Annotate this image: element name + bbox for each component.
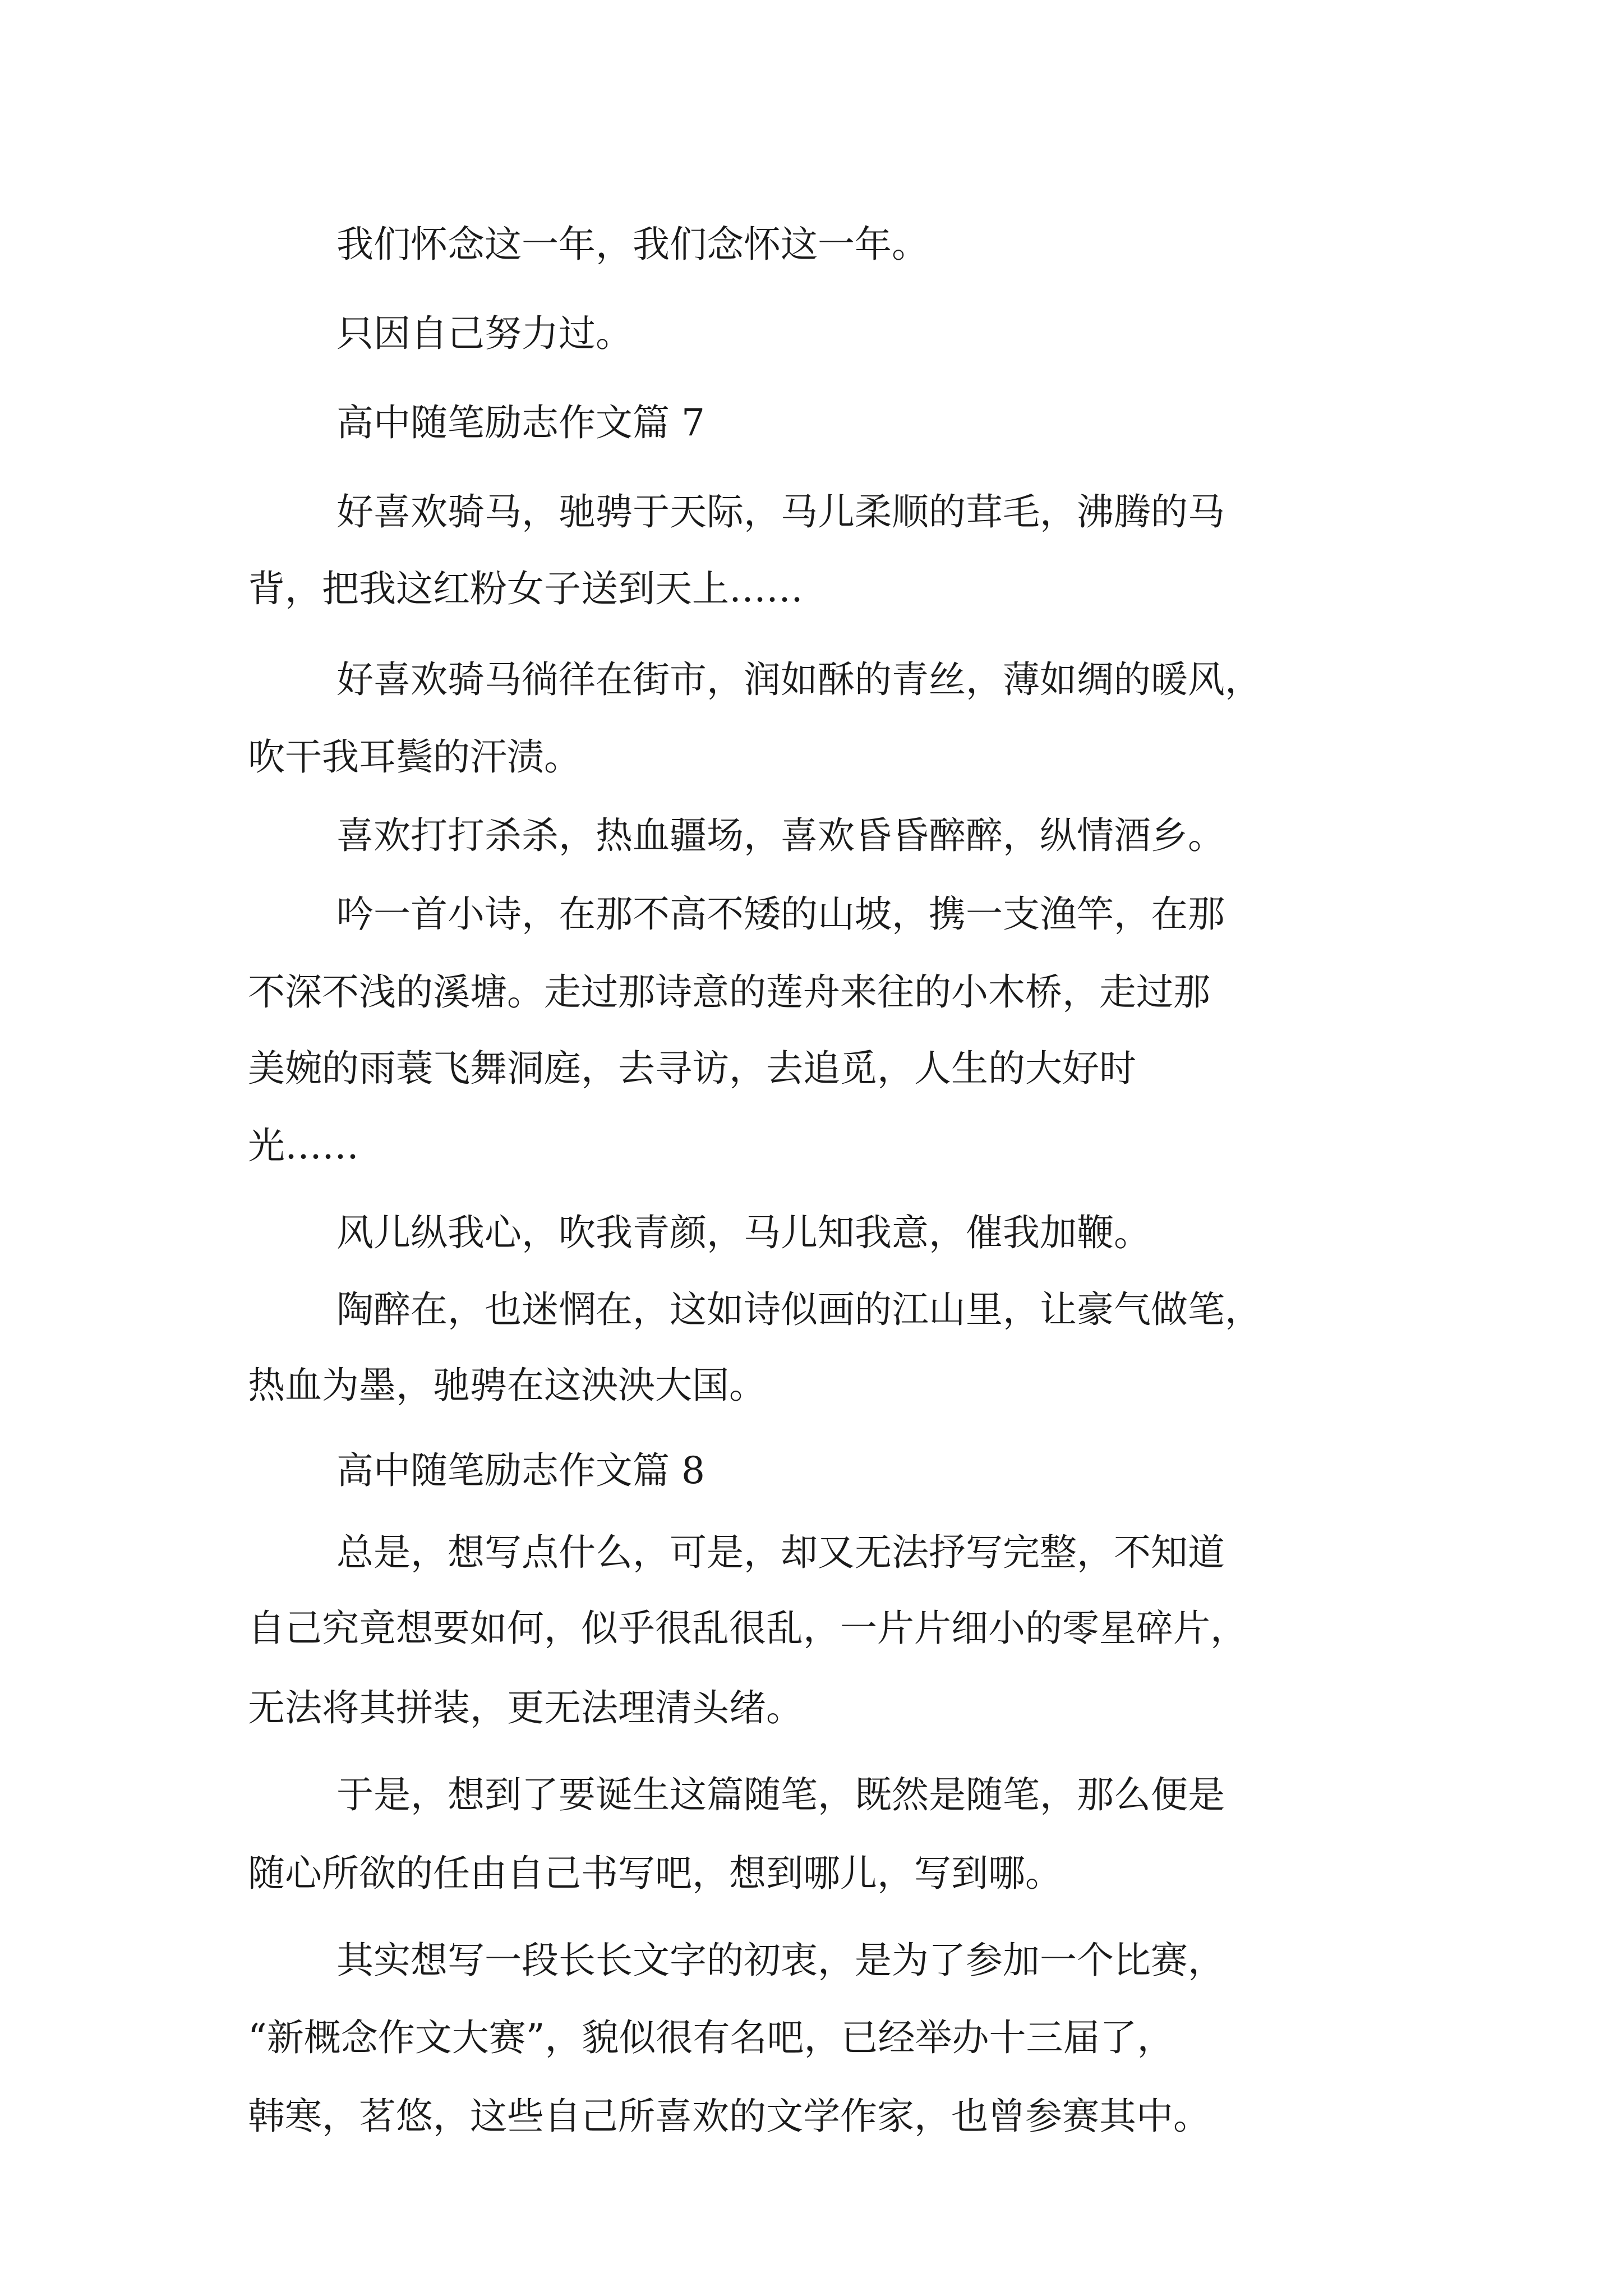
section-heading: 高中随笔励志作文篇 7 [336,401,705,444]
text-line: 好喜欢骑马，驰骋于天际，马儿柔顺的茸毛，沸腾的马 [336,490,1225,533]
text-line: 自己究竟想要如何，似乎很乱很乱，一片片细小的零星碎片， [248,1607,1247,1650]
text-line: 韩寒，茗悠，这些自己所喜欢的文学作家，也曾参赛其中。 [248,2095,1210,2138]
text-line: 热血为墨，驰骋在这泱泱大国。 [248,1364,766,1407]
text-line: 背，把我这红粉女子送到天上…… [248,567,803,610]
text-line: 美婉的雨蓑飞舞洞庭，去寻访，去追觅，人生的大好时 [248,1047,1136,1090]
text-line: 随心所欲的任由自己书写吧，想到哪儿，写到哪。 [248,1852,1062,1895]
text-line: 其实想写一段长长文字的初衷，是为了参加一个比赛， [336,1939,1225,1982]
text-line: 总是，想写点什么，可是，却又无法抒写完整，不知道 [336,1531,1225,1574]
text-line: 光…… [248,1124,359,1167]
text-line: 于是，想到了要诞生这篇随笔，既然是随笔，那么便是 [336,1773,1225,1816]
text-line: 不深不浅的溪塘。走过那诗意的莲舟来往的小木桥，走过那 [248,970,1210,1014]
section-heading: 高中随笔励志作文篇 8 [336,1449,705,1492]
text-line: 喜欢打打杀杀，热血疆场，喜欢昏昏醉醉，纵情酒乡。 [336,814,1225,857]
text-line: 我们怀念这一年，我们念怀这一年。 [336,223,929,266]
text-line: 吟一首小诗，在那不高不矮的山坡，携一支渔竿，在那 [336,892,1225,936]
text-line: 吹干我耳鬓的汗渍。 [248,735,581,779]
text-line: 风儿纵我心，吹我青颜，马儿知我意，催我加鞭。 [336,1211,1151,1254]
text-line: “新概念作文大赛”，貌似很有名吧，已经举办十三届了， [248,2016,1174,2059]
text-line: 陶醉在，也迷惘在，这如诗似画的江山里，让豪气做笔， [336,1288,1262,1331]
text-line: 好喜欢骑马徜徉在街市，润如酥的青丝，薄如绸的暖风， [336,658,1262,701]
text-line: 无法将其拼装，更无法理清头绪。 [248,1686,803,1729]
text-line: 只因自己努力过。 [336,312,633,355]
